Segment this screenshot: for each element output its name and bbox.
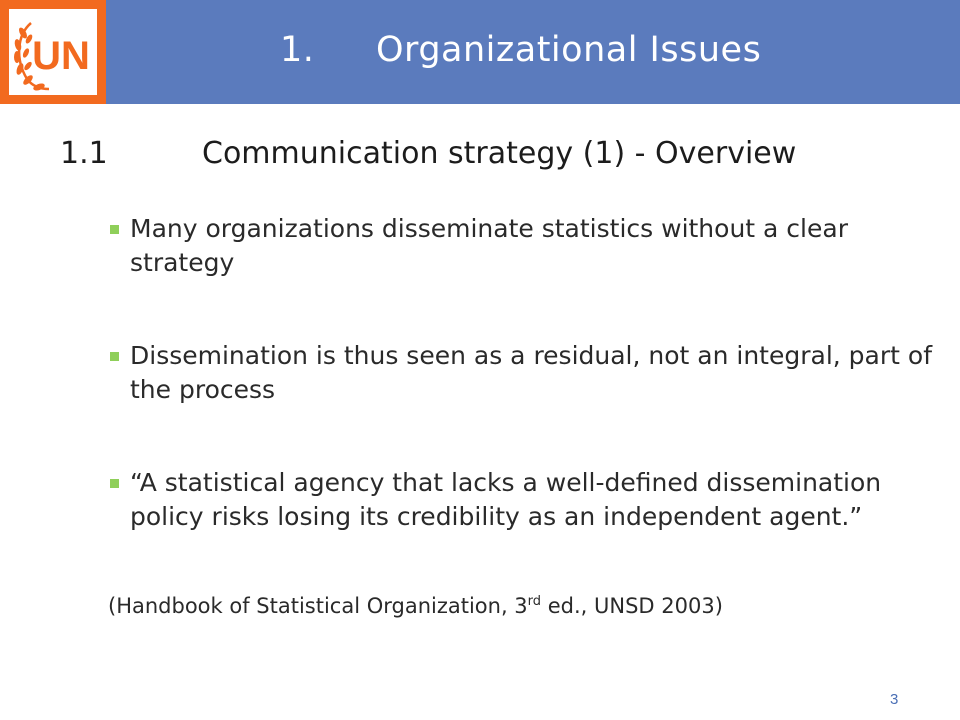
bullet-marker-icon bbox=[110, 225, 119, 234]
bullet-marker-icon bbox=[110, 352, 119, 361]
page-number: 3 bbox=[890, 691, 899, 708]
logo-text: UN bbox=[32, 34, 90, 78]
citation-text-end: ed., UNSD 2003) bbox=[541, 594, 723, 618]
bullet-item bbox=[108, 339, 938, 407]
un-logo-emblem bbox=[9, 9, 97, 95]
bullet-item bbox=[108, 466, 938, 534]
bullet-marker-icon bbox=[110, 479, 119, 488]
section-title: Communication strategy (1) - Overview bbox=[202, 136, 797, 171]
un-logo bbox=[0, 0, 106, 104]
citation-superscript: rd bbox=[527, 594, 542, 609]
un-emblem-icon bbox=[9, 9, 97, 95]
citation-text-start: (Handbook of Statistical Organization, 3 bbox=[108, 594, 528, 618]
bullet-list bbox=[108, 212, 938, 534]
bullet-item bbox=[108, 212, 938, 280]
slide-title bbox=[280, 30, 761, 70]
header-bar bbox=[0, 0, 960, 104]
bullet-text: Many organizations disseminate statistics without a clear strategy bbox=[130, 214, 848, 277]
slide-title-text: Organizational Issues bbox=[376, 30, 762, 70]
section-number: 1.1 bbox=[60, 136, 108, 171]
section-heading bbox=[60, 136, 796, 171]
citation bbox=[108, 594, 723, 618]
bullet-text: Dissemination is thus seen as a residual, not an integral, part of the process bbox=[130, 341, 932, 404]
bullet-text: “A statistical agency that lacks a well-defined dissemination policy risks losing its credibility as an independent agent.” bbox=[130, 468, 882, 531]
slide-title-number: 1. bbox=[280, 30, 315, 70]
